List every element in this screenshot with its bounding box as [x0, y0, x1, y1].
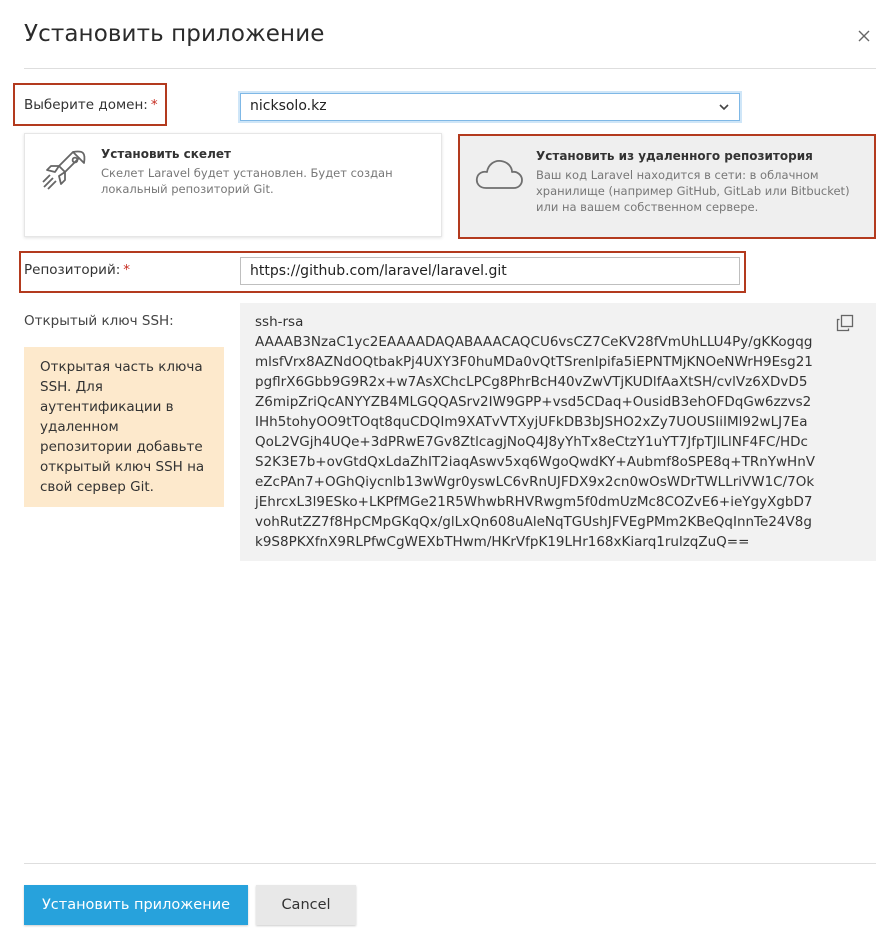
footer-divider [24, 863, 876, 864]
ssh-key-label: Открытый ключ SSH: [24, 313, 174, 329]
header-divider [24, 68, 876, 69]
rocket-icon [39, 148, 91, 196]
domain-label [24, 97, 158, 113]
domain-select-value: nicksolo.kz [250, 98, 327, 114]
cancel-button[interactable]: Cancel [256, 885, 356, 925]
chevron-down-icon [717, 101, 731, 113]
ssh-key-box [240, 303, 876, 561]
ssh-key-value[interactable]: AAAAB3NzaC1yc2EAAAADAQABAAACAQCU6vsCZ7CeKV28fVmUhLLU4Py/gKKogqgmlsfVrx8AZNdOQtbakPj4UXY3F0huMDa0vQtTSrenlpifa5iEPNTMjKNOeNWrH9Esg21pgflrX6Gbb9G9R2x+w7AsXChcLPCg8PhrBcH40vZwVTjKUDlfAaXtSH/cvlVz6XDvD5Z6mipZriQcANYYZB4MLGQQASrv2IW9GPP+vsd5CDaq+OusidB3ehOFDqGw6zzvs2IHh5tohyOO9tTOqt8quCDQIm9XATvVTXyjUFkDB3bJSHO2xZy7UOUSIiIMl92wLJ7EaQoL2VGjh4UQe+3dPRwE7Gv8ZtlcagjNoQ4J8yYhTx8eCtzY1uYT7JfpTJlLlNF4FC/HDcS2K3E7b+ovGtdQxLdaZhIT2iaqAswv5xq6WgoQwdKY+Aubmf8oSPE8q+TRnYwHnVeZcPAn7+OGhQiycnlb13wWgr0yswLC6vRnUJFDX9x2cn0wOsWDrTWLLriVW1C/7OkjEhrcxL3l9ESko+LKPfMGe21R5WhwbRHVRwgm5f0dmUzMc8COZvE6+ieYgyXgbD7vohRutZZ7f8HpCMpGKqQx/glLxQn608uAleNqTGUshJFVEgPMm2KBeQqInnTe24V8gk9S8PKXfnX9RLPfwCgWEXbTHwm/HKrVfpK19LHr168xKiarq1rulzqZuQ== [255, 334, 815, 550]
dialog-title: Установить приложение [24, 21, 325, 47]
cloud-icon [474, 150, 526, 198]
option-install-skeleton[interactable] [24, 133, 442, 237]
install-button[interactable]: Установить приложение [24, 885, 248, 925]
domain-select[interactable] [240, 93, 740, 121]
ssh-hint: Открытая часть ключа SSH. Для аутентификации в удаленном репозитории добавьте открытый ключ SSH на свой сервер Git. [24, 347, 224, 507]
repository-label-text: Репозиторий: [24, 262, 121, 278]
copy-icon[interactable] [836, 314, 854, 332]
option-title: Установить скелет [101, 147, 231, 161]
domain-label-text: Выберите домен: [24, 97, 148, 113]
repository-label [24, 262, 130, 278]
option-install-remote[interactable] [458, 134, 876, 239]
required-mark: * [150, 97, 158, 113]
close-icon[interactable] [852, 24, 876, 48]
option-description: Скелет Laravel будет установлен. Будет создан локальный репозиторий Git. [101, 166, 393, 196]
required-mark: * [123, 262, 131, 278]
option-title: Установить из удаленного репозитория [536, 149, 813, 163]
ssh-key-type: ssh-rsa [255, 314, 304, 330]
option-description: Ваш код Laravel находится в сети: в облачном хранилище (например GitHub, GitLab или Bitbucket) или на вашем собственном сервере. [536, 168, 850, 214]
repository-input[interactable] [240, 257, 740, 285]
